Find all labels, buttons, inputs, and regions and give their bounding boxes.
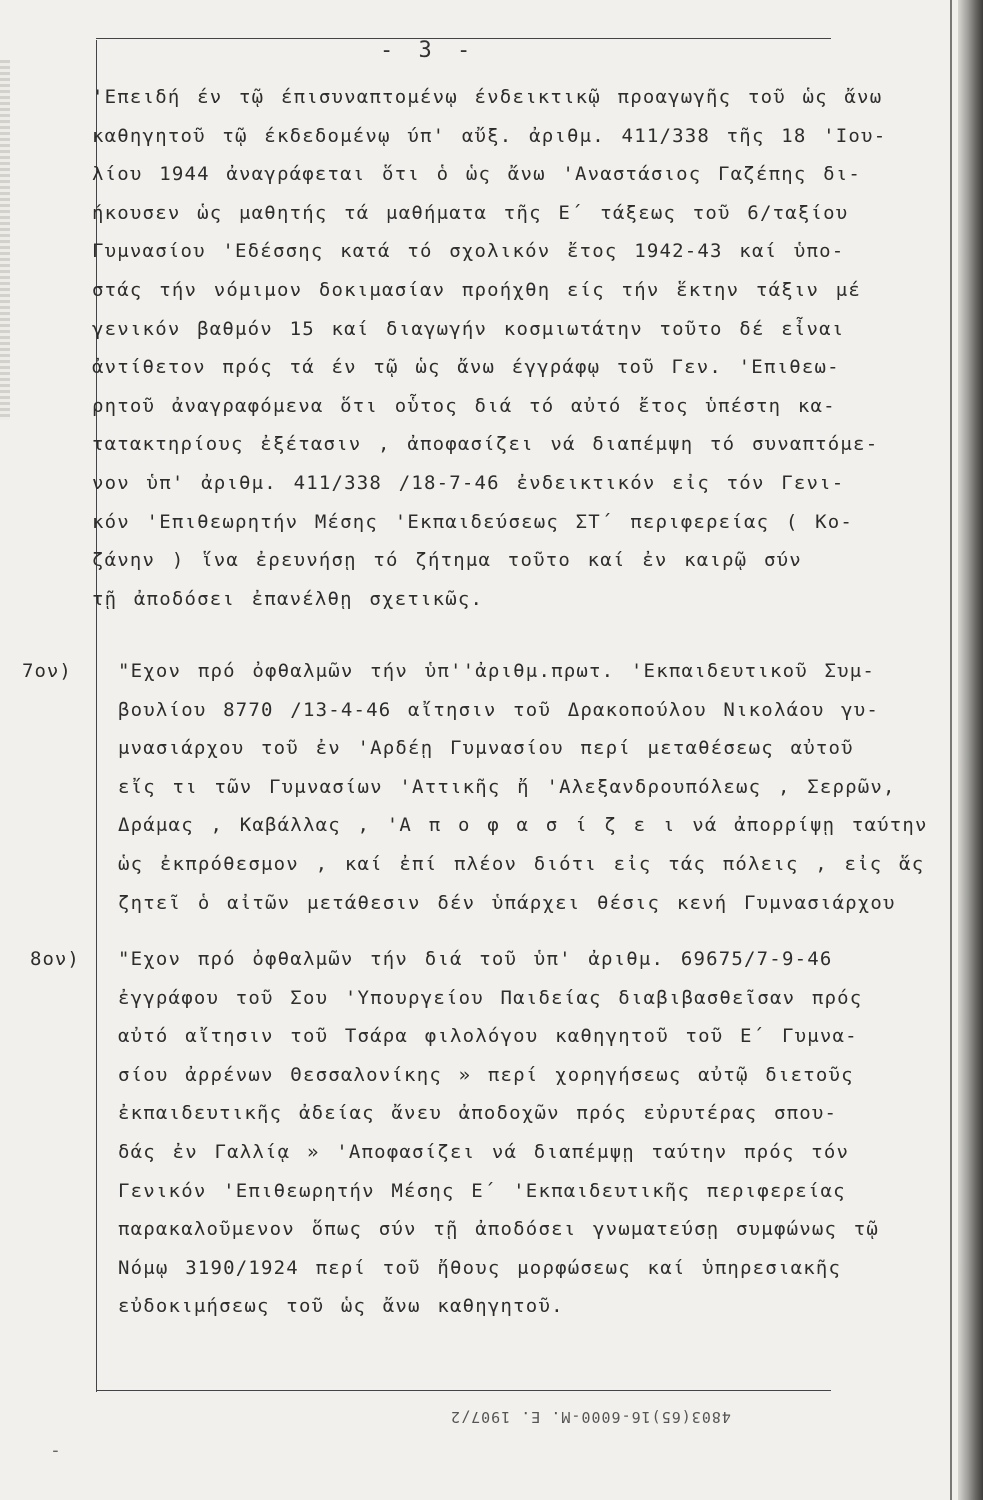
text-line: τῇ ἀποδόσει ἐπανέλθῃ σχετικῶς. (92, 587, 484, 610)
text-line: ἀντίθετον πρός τά έν τῷ ὡς ἄνω έγγράφῳ τοῦ Γεν. 'Επιθεω- (92, 356, 840, 379)
text-line: νον ὑπ' ἀριθμ. 411/338 /18-7-46 ἐνδεικτικόν εἰς τόν Γενι- (92, 472, 845, 494)
text-line: ζάνην ) ἵνα ἐρευνήσῃ τό ζήτημα τοῦτο καί ἐν καιρῷ σύν (92, 549, 802, 572)
margin-binding-strip (0, 60, 10, 420)
printer-code: 4803(65)16-6000-Μ. Ε. 1907/2 (450, 1408, 731, 1426)
page-edge-line (950, 0, 952, 1500)
item-7-label: 7ον) (22, 660, 72, 682)
text-line: ἐγγράφου τοῦ Σου 'Υπουργείου Παιδείας διαβιβασθεῖσαν πρός (118, 986, 863, 1009)
text-line: ρητοῦ ἀναγραφόμενα ὅτι οὗτος διά τό αὐτό ἔτος ὑπέστη κα- (92, 394, 836, 417)
text-line: Γυμνασίου 'Εδέσσης κατά τό σχολικόν ἔτος 1942-43 καί ὑπο- (92, 240, 845, 263)
page-number: - 3 - (380, 38, 477, 63)
text-line: ζητεῖ ὁ αἰτῶν μετάθεσιν δέν ὑπάρχει θέσις κενή Γυμνασιάρχου (118, 891, 896, 914)
margin-mark: - (50, 1440, 61, 1461)
text-line: ἐκπαιδευτικῆς ἀδείας ἄνευ ἀποδοχῶν πρός εὐρυτέρας σπου- (118, 1102, 838, 1125)
text-line: γενικόν βαθμόν 15 καί διαγωγήν κοσμιωτάτην τοῦτο δέ εἶναι (92, 317, 845, 340)
text-line: μνασιάρχου τοῦ ἐν 'Αρδέῃ Γυμνασίου περί μεταθέσεως αὐτοῦ (118, 737, 854, 760)
text-line: "Εχον πρό ὀφθαλμῶν τήν διά τοῦ ὑπ' ἀριθμ. 69675/7-9-46 (118, 948, 833, 970)
text-line: λίου 1944 ἀναγράφεται ὅτι ὁ ὡς ἄνω 'Αναστάσιος Γαζέπης δι- (92, 163, 862, 186)
text-line: σίου ἀρρένων Θεσσαλονίκης » περί χορηγήσεως αὐτῷ διετοῦς (118, 1063, 854, 1086)
text-line: "Εχον πρό ὀφθαλμῶν τήν ὑπ''ἀριθμ.πρωτ. 'Εκπαιδευτικοῦ Συμ- (118, 660, 876, 682)
text-line: καθηγητοῦ τῷ έκδεδομένῳ ύπ' αὔξ. ἀριθμ. 411/338 τῆς 18 'Ιου- (92, 124, 887, 147)
bottom-rule (96, 1390, 831, 1391)
text-line: κόν 'Επιθεωρητήν Μέσης 'Εκπαιδεύσεως ΣΤ΄ περιφερείας ( Κο- (92, 510, 854, 533)
text-line: Γενικόν 'Επιθεωρητήν Μέσης Ε΄ 'Εκπαιδευτικῆς περιφερείας (118, 1179, 846, 1202)
text-line: εἴς τι τῶν Γυμνασίων 'Αττικῆς ἤ 'Αλεξανδρουπόλεως , Σερρῶν, (118, 775, 896, 798)
text-line: 'Επειδή έν τῷ έπισυναπτομένῳ ένδεικτικῷ προαγωγῆς τοῦ ὡς ἄνω (92, 86, 883, 108)
text-line: ήκουσεν ὡς μαθητής τά μαθήματα τῆς Ε΄ τάξεως τοῦ 6/ταξίου (92, 201, 849, 224)
text-line: στάς τήν νόμιμον δοκιμασίαν προήχθη είς τήν ἕκτην τάξιν μέ (92, 279, 862, 301)
text-line: Δράμας , Καβάλλας , 'Α π ο φ α σ ί ζ ε ι νά ἀπορρίψῃ ταύτην (118, 814, 928, 837)
text-line: ὡς ἐκπρόθεσμον , καί ἐπί πλέον διότι εἰς τάς πόλεις , εἰς ἅς (118, 853, 925, 875)
text-line: παρακαλοῦμενον ὅπως σύν τῇ ἀποδόσει γνωματεύσῃ συμφώνως τῷ (118, 1218, 880, 1241)
text-line: εὐδοκιμήσεως τοῦ ὡς ἄνω καθηγητοῦ. (118, 1295, 564, 1318)
text-line: αὐτό αἴτησιν τοῦ Τσάρα φιλολόγου καθηγητοῦ τοῦ Ε΄ Γυμνα- (118, 1025, 858, 1048)
text-line: βουλίου 8770 /13-4-46 αἴτησιν τοῦ Δρακοπούλου Νικολάου γυ- (118, 698, 880, 721)
page-edge-shadow (958, 0, 983, 1500)
text-line: δάς ἐν Γαλλίᾳ » 'Αποφασίζει νά διαπέμψῃ ταύτην πρός τόν (118, 1141, 850, 1163)
text-line: Νόμῳ 3190/1924 περί τοῦ ἤθους μορφώσεως καί ὑπηρεσιακῆς (118, 1256, 842, 1279)
item-8-label: 8ον) (30, 948, 80, 970)
text-line: τατακτηρίους ἐξέτασιν , ἀποφασίζει νά διαπέμψη τό συναπτόμε- (92, 433, 879, 456)
